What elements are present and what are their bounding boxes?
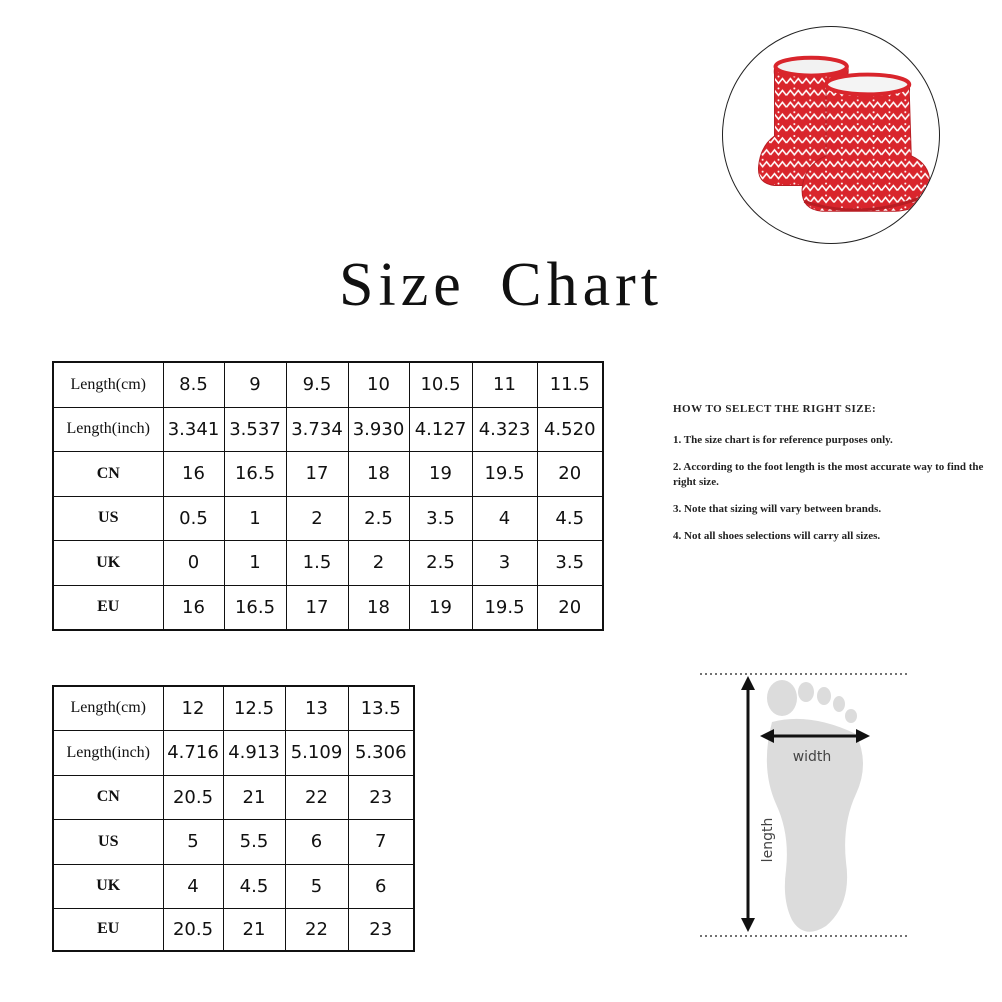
- row-label: Length(inch): [53, 407, 163, 451]
- table-cell: 4: [163, 864, 223, 908]
- table-cell: 1.5: [286, 540, 348, 585]
- table-cell: 18: [348, 585, 409, 630]
- row-label: US: [53, 496, 163, 540]
- guide-item: 4. Not all shoes selections will carry all sizes.: [673, 530, 881, 542]
- table-cell: 6: [348, 864, 414, 908]
- size-table-small: [52, 361, 604, 631]
- table-cell: 2.5: [348, 496, 409, 540]
- table-cell: 12: [163, 686, 223, 730]
- length-arrow: [741, 676, 755, 932]
- table-cell: 12.5: [223, 686, 285, 730]
- size-guide: [673, 402, 993, 556]
- table-cell: 16.5: [224, 585, 286, 630]
- row-label: Length(inch): [53, 730, 163, 775]
- row-label: EU: [53, 585, 163, 630]
- table-cell: 4: [472, 496, 537, 540]
- table-row: [53, 686, 414, 730]
- row-label: CN: [53, 451, 163, 496]
- guide-heading: HOW TO SELECT THE RIGHT SIZE:: [673, 403, 877, 415]
- table-cell: 20: [537, 451, 603, 496]
- table-cell: 5: [285, 864, 348, 908]
- table-cell: 5.109: [285, 730, 348, 775]
- table-row: [53, 908, 414, 951]
- table-cell: 19: [409, 451, 472, 496]
- table-cell: 2: [286, 496, 348, 540]
- table-cell: 3.734: [286, 407, 348, 451]
- table-cell: 3.5: [537, 540, 603, 585]
- row-label: Length(cm): [53, 686, 163, 730]
- table-cell: 3.537: [224, 407, 286, 451]
- table-cell: 2.5: [409, 540, 472, 585]
- table-cell: 23: [348, 775, 414, 819]
- table-cell: 5: [163, 819, 223, 864]
- table-row: [53, 496, 603, 540]
- table-cell: 20.5: [163, 775, 223, 819]
- table-cell: 4.913: [223, 730, 285, 775]
- table-cell: 4.5: [223, 864, 285, 908]
- table-row: [53, 407, 603, 451]
- table-cell: 4.716: [163, 730, 223, 775]
- table-cell: 11: [472, 362, 537, 407]
- row-label: US: [53, 819, 163, 864]
- table-cell: 0: [163, 540, 224, 585]
- table-cell: 20: [537, 585, 603, 630]
- table-cell: 3.5: [409, 496, 472, 540]
- table-row: [53, 451, 603, 496]
- table-cell: 23: [348, 908, 414, 951]
- table-cell: 5.5: [223, 819, 285, 864]
- table-cell: 19.5: [472, 585, 537, 630]
- table-cell: 4.127: [409, 407, 472, 451]
- foot-measurement-diagram: [700, 664, 910, 944]
- table-row: [53, 775, 414, 819]
- table-row: [53, 585, 603, 630]
- guide-item: 1. The size chart is for reference purposes only.: [673, 434, 893, 446]
- table-cell: 16: [163, 585, 224, 630]
- page-title: Size Chart: [339, 251, 663, 319]
- table-cell: 6: [285, 819, 348, 864]
- foot-icon: [767, 680, 863, 932]
- table-row: [53, 540, 603, 585]
- table-cell: 5.306: [348, 730, 414, 775]
- table-cell: 21: [223, 775, 285, 819]
- guide-item: 2. According to the foot length is the most accurate way to find the right size.: [673, 461, 984, 488]
- row-label: EU: [53, 908, 163, 951]
- table-cell: 20.5: [163, 908, 223, 951]
- table-row: [53, 730, 414, 775]
- product-photo: [722, 26, 940, 244]
- table-cell: 1: [224, 496, 286, 540]
- table-cell: 9: [224, 362, 286, 407]
- table-cell: 16: [163, 451, 224, 496]
- table-cell: 22: [285, 908, 348, 951]
- table-cell: 4.5: [537, 496, 603, 540]
- bootie-illustration: [723, 27, 939, 243]
- guide-item: 3. Note that sizing will vary between brands.: [673, 503, 882, 515]
- table-cell: 3: [472, 540, 537, 585]
- table-cell: 10.5: [409, 362, 472, 407]
- size-table-large: [52, 685, 415, 952]
- table-cell: 19: [409, 585, 472, 630]
- table-cell: 17: [286, 585, 348, 630]
- table-cell: 8.5: [163, 362, 224, 407]
- row-label: CN: [53, 775, 163, 819]
- table-row: [53, 819, 414, 864]
- table-cell: 21: [223, 908, 285, 951]
- row-label: Length(cm): [53, 362, 163, 407]
- table-cell: 17: [286, 451, 348, 496]
- table-cell: 18: [348, 451, 409, 496]
- table-cell: 1: [224, 540, 286, 585]
- table-cell: 13.5: [348, 686, 414, 730]
- table-cell: 3.341: [163, 407, 224, 451]
- table-cell: 0.5: [163, 496, 224, 540]
- row-label: UK: [53, 864, 163, 908]
- table-cell: 19.5: [472, 451, 537, 496]
- table-cell: 7: [348, 819, 414, 864]
- table-cell: 13: [285, 686, 348, 730]
- table-row: [53, 362, 603, 407]
- table-cell: 9.5: [286, 362, 348, 407]
- table-cell: 4.323: [472, 407, 537, 451]
- table-cell: 10: [348, 362, 409, 407]
- table-cell: 22: [285, 775, 348, 819]
- width-label: width: [792, 749, 832, 765]
- table-cell: 11.5: [537, 362, 603, 407]
- table-row: [53, 864, 414, 908]
- table-cell: 16.5: [224, 451, 286, 496]
- table-cell: 3.930: [348, 407, 409, 451]
- table-cell: 2: [348, 540, 409, 585]
- length-label: length: [760, 817, 776, 863]
- table-cell: 4.520: [537, 407, 603, 451]
- row-label: UK: [53, 540, 163, 585]
